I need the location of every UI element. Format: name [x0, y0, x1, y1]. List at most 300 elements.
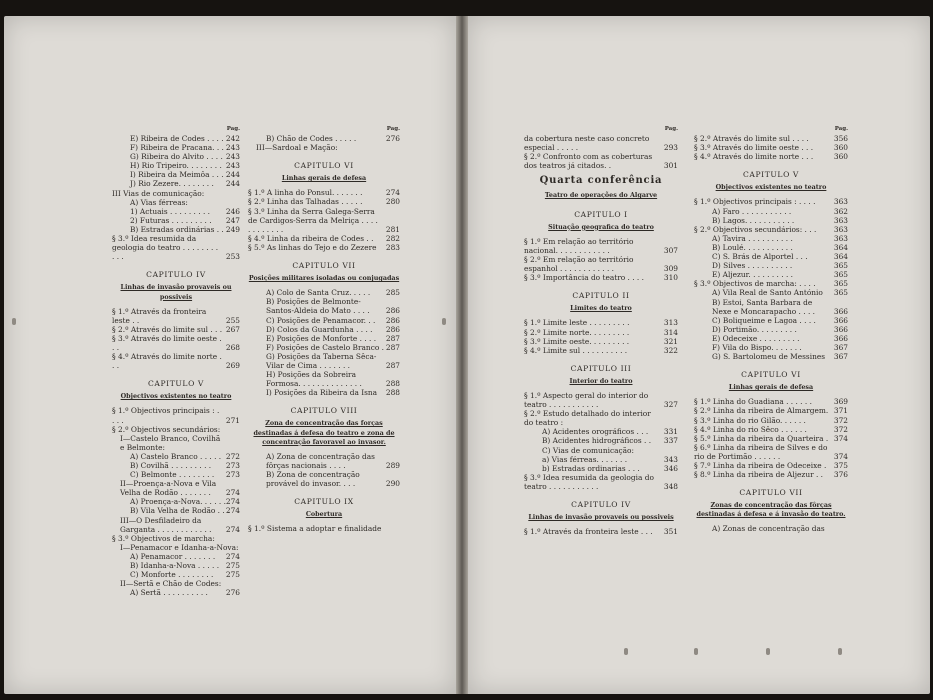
entry-page-number: 366	[833, 315, 848, 325]
index-entry	[694, 252, 848, 261]
entry-text: § 2.º Objectivos secundários: . . .	[694, 224, 817, 234]
index-entry	[694, 243, 848, 252]
entry-text: § 1.º Objectivos principais : . . . .	[694, 197, 816, 207]
entry-text: da cobertura neste caso concreto especial . . . . .	[524, 134, 650, 153]
entry-page-number: 365	[833, 261, 848, 271]
entry-text: § 6.º Linha da ribeira de Silves e do rio de Portimão . . . . . .	[694, 442, 828, 461]
index-entry	[694, 352, 848, 361]
entry-list	[524, 318, 678, 354]
entry-page-number: 274	[225, 497, 240, 507]
entry-page-number: 310	[663, 273, 678, 283]
index-entry	[694, 397, 848, 406]
section-heading: Teatro de operações do Algarve	[544, 191, 658, 200]
entry-list	[524, 237, 678, 282]
entry-page-number: 249	[225, 224, 240, 234]
section-heading: Situação geografica do teatro	[548, 222, 654, 231]
index-entry	[694, 261, 848, 270]
index-entry	[248, 452, 400, 470]
entry-page-number: 307	[663, 245, 678, 255]
entry-page-number: 374	[833, 451, 848, 461]
index-entry	[694, 270, 848, 279]
entry-list	[694, 134, 848, 161]
index-entry	[694, 316, 848, 325]
index-entry	[248, 316, 400, 325]
entry-page-number: 268	[225, 342, 240, 352]
entry-page-number: 247	[225, 215, 240, 225]
index-entry	[524, 473, 678, 491]
entry-text: 1) Actuais . . . . . . . . .	[130, 206, 210, 216]
entry-page-number: 364	[833, 242, 848, 252]
entry-page-number: 243	[225, 143, 240, 153]
entry-page-number: 331	[663, 427, 678, 437]
entry-page-number: 276	[385, 134, 400, 143]
entry-page-number: 289	[385, 460, 400, 470]
entry-text: I) Ribeira da Meimôa . . . .	[130, 170, 229, 180]
entry-page-number: 275	[225, 570, 240, 580]
entry-page-number: 376	[833, 470, 848, 480]
index-entry	[524, 427, 678, 436]
entry-text: A) Penamacor . . . . . . .	[130, 551, 216, 561]
entry-page-number: 287	[385, 333, 400, 343]
entry-page-number: 321	[663, 336, 678, 346]
entry-page-number: 375	[833, 461, 848, 470]
index-entry	[112, 570, 240, 579]
entry-text: 2) Futuras . . . . . . . . .	[130, 215, 212, 225]
index-entry	[112, 588, 240, 597]
entry-page-number: 272	[225, 451, 240, 461]
index-entry	[248, 470, 400, 488]
index-entry	[694, 343, 848, 352]
entry-text: F) Ribeira de Pracana. . . .	[130, 143, 229, 153]
entry-text: D) Portimão. . . . . . . . .	[712, 324, 797, 334]
index-entry	[694, 288, 848, 297]
entry-list	[694, 397, 848, 479]
right-page	[468, 16, 930, 694]
entry-page-number: 348	[663, 481, 678, 491]
chapter-heading: CAPITULO V	[742, 170, 800, 180]
entry-text: E) Aljezur. . . . . . . . . .	[712, 270, 794, 280]
index-entry	[112, 207, 240, 216]
entry-text: § 3.º Limite oeste. . . . . . . . .	[524, 336, 630, 346]
entry-text: B) Posições de Belmonte-Santos-Aldeia do Mato . . . .	[266, 297, 370, 316]
entry-page-number: 309	[663, 264, 678, 274]
entry-text: C) Belmonte . . . . . . . .	[130, 470, 215, 480]
entry-text: § 5.º Linha da ribeira da Quarteira .	[694, 433, 829, 443]
entry-text: b) Estradas ordinarias . . .	[542, 463, 640, 473]
index-entry	[248, 143, 400, 152]
index-entry	[248, 334, 400, 343]
entry-text: B) Chão de Codes . . . . .	[266, 134, 357, 143]
entry-page-number: 287	[385, 342, 400, 352]
entry-page-number: 362	[833, 206, 848, 216]
entry-text: § 3.º Importância do teatro . . . .	[524, 273, 644, 283]
chapter-heading: CAPITULO IV	[571, 500, 631, 509]
entry-page-number: 274	[225, 488, 240, 498]
entry-text: C) Vias de comunicação:	[542, 445, 634, 455]
section-heading: Posições militares isoladas ou conjugadas	[248, 274, 400, 283]
entry-page-number: 293	[663, 143, 678, 153]
index-entry	[248, 352, 400, 370]
index-entry	[112, 352, 240, 370]
entry-text: G) S. Bartolomeu de Messines	[712, 352, 825, 362]
index-entry	[112, 552, 240, 561]
index-entry	[694, 416, 848, 425]
entry-page-number: 244	[225, 170, 240, 180]
entry-page-number: 243	[225, 152, 240, 162]
index-entry	[248, 297, 400, 315]
chapter-heading: CAPITULO I	[574, 209, 628, 219]
entry-page-number: 313	[663, 318, 678, 328]
entry-text: § 5.º As linhas do Tejo e do Zezere	[248, 242, 377, 252]
left-page-column-1	[112, 124, 240, 597]
entry-text: E) Posições de Monforte . . . .	[266, 333, 377, 343]
entry-page-number: 246	[225, 206, 240, 216]
entry-text: A) Proença-a-Nova. . . . . .	[130, 497, 226, 507]
entry-text: § 4.º Linha da ribeira de Codes . .	[248, 233, 374, 243]
entry-page-number: 274	[225, 506, 240, 516]
entry-text: J) Rio Zezere. . . . . . . .	[130, 179, 214, 189]
page-number-header: Pag.	[226, 126, 240, 132]
entry-text: § 2.º Confronto com as coberturas dos teatros já citados. .	[524, 152, 653, 171]
section-heading: Objectivos existentes no teatro	[715, 183, 827, 192]
index-entry	[248, 370, 400, 388]
entry-page-number: 372	[833, 415, 848, 425]
entry-page-number: 337	[663, 436, 678, 446]
index-entry	[112, 461, 240, 470]
entry-text: § 1.º Sistema a adoptar e finalidade	[248, 524, 382, 534]
page-number-header: Pag.	[664, 126, 678, 132]
chapter-heading: CAPITULO II	[572, 291, 630, 301]
right-page-column-1	[524, 124, 678, 536]
entry-text: § 3.º Linha do rio Gilão. . . . . .	[694, 415, 806, 425]
entry-page-number: 276	[225, 588, 240, 598]
entry-page-number: 274	[225, 551, 240, 561]
entry-text: F) Vila do Bispo. . . . . . .	[712, 342, 802, 352]
conference-title: Quarta conferência	[539, 175, 663, 187]
index-entry	[112, 152, 240, 161]
index-entry	[524, 436, 678, 445]
index-entry	[112, 534, 240, 543]
entry-text: D) Colos da Guardunha . . . .	[266, 324, 373, 334]
entry-text: A) Castelo Branco . . . . .	[130, 451, 222, 461]
entry-page-number: 363	[833, 197, 848, 207]
index-entry	[694, 443, 848, 461]
index-entry	[248, 197, 400, 206]
section-heading: Zona de concentração das forças destinadas á defesa do teatro e zona de concentração favoravel ao invasor.	[253, 419, 395, 446]
entry-page-number: 367	[833, 352, 848, 362]
entry-text: B) Acidentes hidrográficos . .	[542, 436, 652, 446]
index-entry	[248, 188, 400, 197]
entry-text: F) Posições de Castelo Branco .	[266, 342, 384, 352]
entry-text: A) Tavira . . . . . . . . . .	[712, 233, 793, 243]
entry-text: E) Ribeira de Codes . . . .	[130, 134, 224, 143]
page-number-header: Pag.	[834, 126, 848, 132]
entry-page-number: 365	[833, 279, 848, 289]
index-entry	[112, 506, 240, 515]
entry-page-number: 282	[385, 233, 400, 243]
entry-text: III—O Desfiladeiro da Garganta . . . . . . . . . . . .	[120, 515, 212, 534]
index-entry	[248, 207, 400, 234]
entry-text: C) Boliqueime e Lagoa . . . .	[712, 315, 816, 325]
entry-page-number: 255	[225, 315, 240, 325]
index-entry	[112, 143, 240, 152]
index-entry	[112, 434, 240, 452]
entry-text: § 8.º Linha da ribeira de Aljezur . .	[694, 470, 824, 480]
entry-text: § 1.º Através da fronteira leste . . .	[524, 527, 653, 537]
chapter-heading: CAPITULO III	[570, 363, 632, 373]
entry-text: § 1.º Limite leste . . . . . . . . .	[524, 318, 630, 328]
index-entry	[112, 470, 240, 479]
index-entry	[248, 288, 400, 297]
entry-text: § 3.º Linha da Serra Galega-Serra de Cardigos-Serra da Melriça . . . . . . . . . . . .	[248, 206, 378, 234]
entry-page-number: 288	[385, 388, 400, 398]
entry-list	[112, 406, 240, 597]
entry-page-number: 365	[833, 288, 848, 298]
entry-page-number: 366	[833, 306, 848, 316]
entry-text: B) Lagos. . . . . . . . . . .	[712, 215, 795, 225]
entry-page-number: 283	[385, 242, 400, 252]
chapter-heading: CAPITULO IX	[294, 497, 354, 507]
index-entry	[694, 334, 848, 343]
index-entry	[524, 391, 678, 409]
entry-text: § 1.º Aspecto geral do interior do teatro . . . . . . . . . . .	[524, 390, 649, 410]
index-entry	[694, 298, 848, 316]
entry-page-number: 301	[663, 161, 678, 171]
index-entry	[248, 325, 400, 334]
index-entry	[112, 198, 240, 207]
entry-list	[248, 452, 400, 488]
entry-page-number: 346	[663, 463, 678, 473]
entry-text: § 2.º Através do limite sul . . .	[112, 324, 223, 334]
entry-page-number: 290	[385, 479, 400, 488]
index-entry	[248, 243, 400, 252]
entry-text: H) Rio Tripeiro. . . . . . . .	[130, 161, 222, 171]
entry-text: B) Idanha-a-Nova . . . . .	[130, 561, 220, 571]
index-entry	[112, 406, 240, 424]
entry-page-number: 366	[833, 333, 848, 343]
index-entry	[112, 325, 240, 334]
index-entry	[112, 452, 240, 461]
index-entry	[248, 388, 400, 397]
entry-text: A) Vias férreas:	[130, 197, 188, 207]
entry-list	[112, 134, 240, 261]
section-heading: Linhas de invasão provaveis ou possiveis	[120, 283, 232, 301]
entry-text: § 4.º Linha do rio Sêco . . . . . .	[694, 424, 807, 434]
chapter-heading: CAPITULO VII	[739, 488, 803, 498]
index-entry	[112, 161, 240, 170]
section-heading: Linhas gerais de defesa	[281, 174, 367, 183]
chapter-heading: CAPITULO IV	[146, 270, 206, 280]
entry-text: C) S. Brás de Alportel . . .	[712, 252, 808, 262]
index-entry	[112, 516, 240, 534]
entry-text: B) Estradas ordinárias . . .	[130, 224, 229, 234]
entry-text: C) Posições de Penamacor. . .	[266, 315, 376, 325]
entry-list	[524, 527, 678, 536]
index-entry	[248, 524, 400, 533]
index-entry	[694, 461, 848, 470]
entry-list	[112, 307, 240, 371]
index-entry	[524, 328, 678, 337]
entry-text: B) Covilhã . . . . . . . . .	[130, 461, 212, 470]
entry-text: III—Sardoal e Mação:	[256, 143, 338, 153]
entry-page-number: 322	[663, 345, 678, 355]
index-entry	[112, 170, 240, 179]
entry-page-number: 366	[833, 324, 848, 334]
entry-page-number: 369	[833, 397, 848, 407]
binding-hole	[838, 648, 842, 655]
entry-page-number: 371	[833, 406, 848, 416]
right-page-column-2	[694, 124, 848, 534]
index-entry	[112, 179, 240, 188]
entry-text: A) Vila Real de Santo António	[712, 288, 823, 298]
entry-text: § 2.º Objectivos secundários:	[112, 424, 221, 434]
index-entry	[112, 334, 240, 352]
entry-list	[524, 134, 678, 170]
chapter-heading: CAPITULO VI	[294, 161, 354, 171]
index-entry	[524, 134, 678, 152]
index-entry	[524, 318, 678, 327]
chapter-heading: CAPITULO VII	[292, 261, 356, 271]
entry-page-number: 356	[833, 134, 848, 143]
index-entry	[112, 561, 240, 570]
entry-list	[248, 288, 400, 397]
index-entry	[524, 337, 678, 346]
entry-text: § 1.º Objectivos principais : . . . .	[112, 406, 220, 425]
entry-page-number: 253	[225, 252, 240, 262]
index-entry	[694, 325, 848, 334]
section-heading: Interior do teatro	[569, 376, 633, 385]
entry-page-number: 273	[225, 461, 240, 470]
entry-page-number: 285	[385, 288, 400, 298]
entry-page-number: 363	[833, 215, 848, 225]
index-entry	[524, 455, 678, 464]
entry-text: A) Zona de concentração das fôrças nacionais . . . .	[266, 451, 375, 470]
index-entry	[524, 409, 678, 427]
entry-text: § 2.º Linha das Talhadas . . . . .	[248, 197, 363, 207]
chapter-heading: CAPITULO VIII	[290, 406, 358, 416]
entry-text: H) Posições da Sobreira Formosa. . . . . . . . . . . . . .	[266, 370, 362, 389]
entry-text: A) Colo de Santa Cruz. . . . .	[266, 288, 371, 298]
entry-text: § 2.º Estudo detalhado do interior do teatro :	[524, 409, 651, 428]
entry-text: I) Posições da Ribeira da Isna	[266, 388, 378, 398]
entry-text: A) Acidentes orográficos . . .	[542, 427, 649, 437]
index-entry	[112, 134, 240, 143]
index-entry	[694, 234, 848, 243]
chapter-heading: CAPITULO VI	[741, 370, 801, 380]
entry-page-number: 242	[225, 134, 240, 143]
index-entry	[112, 234, 240, 261]
index-entry	[694, 152, 848, 161]
binding-hole	[624, 648, 628, 655]
index-entry	[524, 237, 678, 255]
entry-text: B) Estoi, Santa Barbara de Nexe e Moncarapacho . . . .	[712, 297, 815, 316]
entry-text: C) Monforte . . . . . . . .	[130, 570, 214, 580]
index-entry	[112, 543, 240, 552]
entry-text: A) Sertã . . . . . . . . . .	[130, 588, 208, 598]
entry-text: II—Proença-a-Nova e Vila Velha de Rodão . . . . . . .	[120, 479, 217, 498]
entry-page-number: 364	[833, 252, 848, 262]
entry-page-number: 269	[225, 361, 240, 371]
page-number-header: Pag.	[386, 126, 400, 132]
entry-page-number: 275	[225, 561, 240, 571]
entry-page-number: 274	[225, 524, 240, 534]
index-entry	[694, 207, 848, 216]
index-entry	[112, 216, 240, 225]
entry-list	[248, 134, 400, 152]
entry-text: a) Vias férreas. . . . . . .	[542, 454, 628, 464]
binding-hole	[12, 318, 16, 325]
entry-page-number: 286	[385, 324, 400, 334]
index-entry	[248, 343, 400, 352]
entry-text: § 1.º A linha do Ponsul. . . . . . .	[248, 188, 363, 198]
entry-page-number: 327	[663, 400, 678, 410]
entry-page-number: 267	[225, 324, 240, 334]
left-page-column-2	[248, 124, 400, 533]
entry-text: § 2.º Limite norte. . . . . . . . .	[524, 327, 630, 337]
entry-text: § 4.º Através do limite norte . . .	[694, 152, 814, 162]
entry-text: B) Loulé. . . . . . . . . . .	[712, 242, 793, 252]
entry-text: § 4.º Através do limite norte . . .	[112, 352, 222, 371]
entry-list	[694, 524, 848, 533]
binding-hole	[442, 318, 446, 325]
section-heading: Limites do teatro	[570, 304, 632, 313]
entry-text: § 7.º Linha da ribeira de Odeceixe .	[694, 461, 827, 470]
index-entry	[524, 527, 678, 536]
entry-text: G) Ribeira do Alvito . . . .	[130, 152, 223, 162]
entry-list	[248, 524, 400, 533]
index-entry	[524, 255, 678, 273]
entry-page-number: 374	[833, 433, 848, 443]
index-entry	[112, 307, 240, 325]
entry-text: § 2.º Através do limite sul . . . .	[694, 134, 809, 143]
section-heading: Linhas gerais de defesa	[728, 383, 814, 392]
index-entry	[694, 143, 848, 152]
entry-text: § 3.º Idea resumida da geologia do teatro . . . . . . . . . . .	[112, 234, 219, 262]
entry-text: § 1.º Através da fronteira leste . .	[112, 306, 207, 325]
entry-text: § 3.º Através do limite oeste . . .	[694, 143, 814, 153]
entry-text: § 2.º Em relação ao território espanhol . . . . . . . . . . . .	[524, 254, 634, 274]
index-entry	[112, 479, 240, 497]
book-gutter	[456, 16, 468, 694]
index-entry	[112, 425, 240, 434]
entry-text: G) Posições da Taberna Sêca-Vilar de Cima . . . . . . .	[266, 351, 377, 370]
left-page	[4, 16, 456, 694]
index-entry	[694, 425, 848, 434]
entry-page-number: 280	[385, 197, 400, 207]
index-entry	[112, 189, 240, 198]
entry-text: § 1.º Em relação ao território nacional. . . . . . . . . . . .	[524, 236, 634, 255]
index-entry	[248, 134, 400, 143]
entry-text: I—Castelo Branco, Covilhã e Belmonte:	[120, 433, 221, 452]
entry-text: § 3.º Idea resumida da geologia do teatro . . . . . . . . . . .	[524, 472, 654, 491]
entry-list	[694, 197, 848, 361]
index-entry	[694, 225, 848, 234]
entry-text: § 4.º Limite sul . . . . . . . . . .	[524, 345, 628, 355]
entry-page-number: 286	[385, 306, 400, 316]
index-entry	[694, 279, 848, 288]
section-heading: Cobertura	[305, 510, 343, 519]
index-entry	[694, 216, 848, 225]
entry-page-number: 243	[225, 161, 240, 171]
entry-page-number: 363	[833, 233, 848, 243]
entry-text: E) Odeceixe . . . . . . . . .	[712, 333, 800, 343]
entry-page-number: 286	[385, 315, 400, 325]
index-entry	[694, 434, 848, 443]
entry-page-number: 271	[225, 415, 240, 425]
entry-page-number: 372	[833, 424, 848, 434]
index-entry	[524, 446, 678, 455]
entry-list	[248, 188, 400, 252]
